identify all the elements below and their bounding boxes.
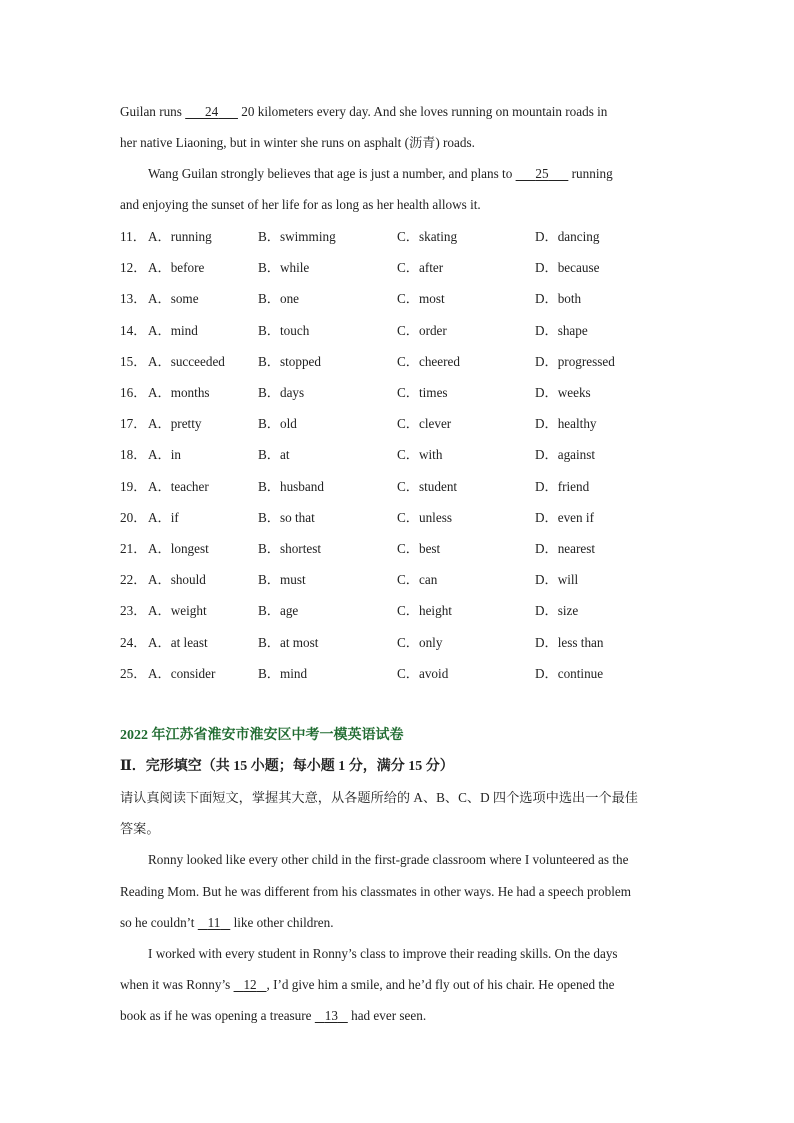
option-d: D．size <box>535 603 579 618</box>
question-row <box>120 665 680 683</box>
question-number: 25． <box>120 666 147 681</box>
question-row <box>120 322 680 340</box>
option-a: A．before <box>148 260 205 275</box>
option-a: A．should <box>148 572 206 587</box>
answer-blank-24: 24 <box>204 104 219 119</box>
option-d: D．healthy <box>535 416 597 431</box>
option-d: D．even if <box>535 510 594 525</box>
option-d: D．continue <box>535 666 604 681</box>
option-d: D．because <box>535 260 600 275</box>
option-a: A．running <box>148 229 212 244</box>
passage-text: Wang Guilan strongly believes that age is just a number, and plans to <box>148 166 516 181</box>
question-row <box>120 478 680 496</box>
option-d: D．against <box>535 447 596 462</box>
option-c: C．unless <box>397 510 452 525</box>
option-c: C．only <box>397 635 443 650</box>
option-d: D．nearest <box>535 541 596 556</box>
option-c: C．student <box>397 479 458 494</box>
option-b: B．at <box>258 447 290 462</box>
passage-line: her native Liaoning, but in winter she runs on asphalt (沥青) roads. <box>120 135 475 150</box>
answer-blank-13: 13 <box>324 1008 338 1023</box>
question-number: 22． <box>120 572 147 587</box>
option-d: D．less than <box>535 635 604 650</box>
passage-text: , I’d give him a smile, and he’d fly out of his chair. He opened the <box>266 977 615 992</box>
question-row <box>120 384 680 402</box>
option-b: B．shortest <box>258 541 322 556</box>
option-b: B．days <box>258 385 305 400</box>
option-d: D．dancing <box>535 229 600 244</box>
question-row <box>120 353 680 371</box>
question-number: 14． <box>120 323 147 338</box>
option-c: C．with <box>397 447 443 462</box>
option-b: B．touch <box>258 323 310 338</box>
option-c: C．after <box>397 260 444 275</box>
option-b: B．old <box>258 416 297 431</box>
question-row <box>120 571 680 589</box>
option-b: B．so that <box>258 510 315 525</box>
option-a: A．at least <box>148 635 208 650</box>
question-number: 24． <box>120 635 147 650</box>
question-number: 11． <box>120 229 146 244</box>
option-a: A．mind <box>148 323 198 338</box>
option-c: C．times <box>397 385 448 400</box>
option-d: D．progressed <box>535 354 615 369</box>
question-number: 13． <box>120 291 147 306</box>
exam-title: 2022 年江苏省淮安市淮安区中考一模英语试卷 <box>120 728 404 743</box>
option-c: C．height <box>397 603 452 618</box>
option-a: A．teacher <box>148 479 209 494</box>
option-c: C．clever <box>397 416 452 431</box>
question-row <box>120 540 680 558</box>
passage-line <box>120 103 680 121</box>
option-d: D．friend <box>535 479 590 494</box>
option-c: C．avoid <box>397 666 449 681</box>
passage-line: Reading Mom. But he was different from his classmates in other ways. He had a speech problem <box>120 884 632 899</box>
question-number: 20． <box>120 510 147 525</box>
passage-line: I worked with every student in Ronny’s class to improve their reading skills. On the days <box>148 946 618 961</box>
option-a: A．longest <box>148 541 209 556</box>
question-row <box>120 509 680 527</box>
option-d: D．both <box>535 291 582 306</box>
option-d: D．will <box>535 572 579 587</box>
passage-text: so he couldn’t <box>120 915 198 930</box>
question-number: 19． <box>120 479 147 494</box>
option-c: C．cheered <box>397 354 460 369</box>
option-c: C．order <box>397 323 447 338</box>
option-c: C．best <box>397 541 441 556</box>
question-row <box>120 259 680 277</box>
section-heading: Ⅱ．完形填空（共 15 小题；每小题 1 分，满分 15 分） <box>120 759 454 774</box>
passage-text: 20 kilometers every day. And she loves running on mountain roads in <box>237 104 608 119</box>
question-number: 21． <box>120 541 147 556</box>
option-b: B．must <box>258 572 306 587</box>
option-a: A．months <box>148 385 210 400</box>
passage-line <box>120 1007 680 1025</box>
answer-blank-12: 12 <box>243 977 257 992</box>
option-a: A．pretty <box>148 416 202 431</box>
option-d: D．shape <box>535 323 588 338</box>
passage-line <box>120 976 680 994</box>
passage-text: Guilan runs <box>120 104 186 119</box>
question-row <box>120 228 680 246</box>
option-a: A．if <box>148 510 179 525</box>
passage-line: and enjoying the sunset of her life for as long as her health allows it. <box>120 197 481 212</box>
question-row <box>120 415 680 433</box>
question-row <box>120 446 680 464</box>
option-b: B．age <box>258 603 299 618</box>
question-number: 15． <box>120 354 147 369</box>
passage-line: Ronny looked like every other child in the first-grade classroom where I volunteered as the <box>148 852 629 867</box>
question-number: 12． <box>120 260 147 275</box>
option-b: B．at most <box>258 635 319 650</box>
question-row <box>120 602 680 620</box>
instructions-line: 请认真阅读下面短文，掌握其大意，从各题所给的 A、B、C、D 四个选项中选出一个最佳 <box>120 790 638 805</box>
passage-text: book as if he was opening a treasure <box>120 1008 315 1023</box>
question-number: 23． <box>120 603 147 618</box>
option-b: B．one <box>258 291 300 306</box>
question-number: 18． <box>120 447 147 462</box>
option-b: B．mind <box>258 666 308 681</box>
option-c: C．can <box>397 572 438 587</box>
option-a: A．succeeded <box>148 354 225 369</box>
option-b: B．swimming <box>258 229 336 244</box>
option-c: C．skating <box>397 229 458 244</box>
passage-text: running <box>568 166 613 181</box>
option-b: B．while <box>258 260 310 275</box>
answer-blank-25: 25 <box>535 166 549 181</box>
option-a: A．weight <box>148 603 207 618</box>
question-row <box>120 290 680 308</box>
option-a: A．consider <box>148 666 216 681</box>
instructions-line: 答案。 <box>120 821 160 836</box>
passage-text: like other children. <box>230 915 334 930</box>
option-c: C．most <box>397 291 445 306</box>
option-d: D．weeks <box>535 385 591 400</box>
option-b: B．husband <box>258 479 324 494</box>
answer-blank-11: 11 <box>207 915 221 930</box>
passage-line <box>120 914 680 932</box>
option-b: B．stopped <box>258 354 322 369</box>
option-a: A．some <box>148 291 199 306</box>
question-row <box>120 634 680 652</box>
passage-line <box>148 165 680 183</box>
question-number: 17． <box>120 416 147 431</box>
option-a: A．in <box>148 447 181 462</box>
question-number: 16． <box>120 385 147 400</box>
passage-text: when it was Ronny’s <box>120 977 234 992</box>
passage-text: had ever seen. <box>347 1008 427 1023</box>
